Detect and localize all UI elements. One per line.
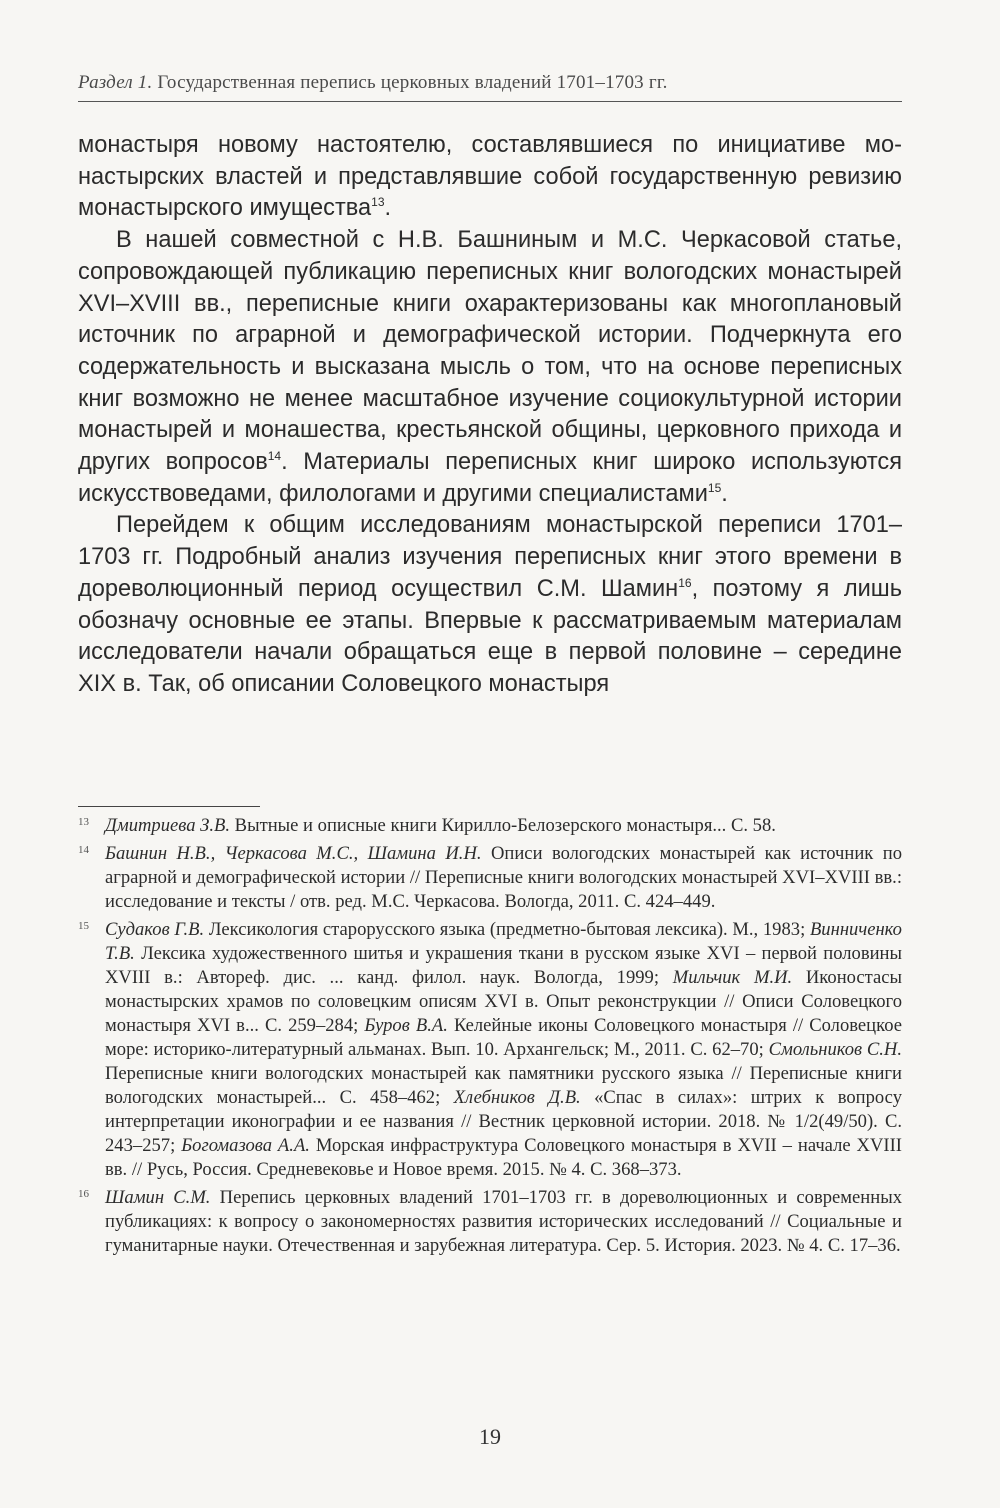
footnote-14	[78, 842, 902, 914]
footnote-text: Переписные книги вологодских монастырей как памятники русского языка // Переписные книги вологодских монастырей... С. 458–462;	[105, 1063, 902, 1108]
footnote-author: Винниченко Т.В.	[105, 919, 902, 964]
footnote-author: Смольников С.Н.	[768, 1039, 902, 1060]
footnote-text: Морская инфраструктура Соловецкого монастыря в XVII – начале XVIII вв. // Русь, Россия. Средневековье и Новое время. 2015. № 4. С. 368–373.	[105, 1135, 902, 1180]
running-head	[78, 72, 902, 94]
paragraph-3	[78, 510, 902, 700]
page-number: 19	[479, 1424, 501, 1449]
footnote-author: Шамин С.М.	[105, 1187, 211, 1208]
footnote-ref-13[interactable]: 13	[371, 195, 385, 210]
footnotes	[78, 814, 902, 1262]
paragraph-2-tail: .	[721, 480, 728, 507]
footnote-text: Лексика художественного шитья и украшения ткани в русском языке XVI – первой половины XVIII в.: Автореф. дис. ... канд. филол. наук. Вологда, 1999;	[105, 943, 902, 988]
section-label: Раздел 1.	[78, 72, 153, 93]
paragraph-2-text-b: . Материалы переписных книг широко используются искусствоведами, филологами и другими специалистами	[78, 449, 903, 507]
book-page	[78, 0, 902, 1508]
footnote-ref-14[interactable]: 14	[267, 449, 282, 464]
paragraph-2-text-a: В нашей совместной с Н.В. Башниным и М.С. Черкасовой статье, сопровождающей публикацию переписных книг вологодских монастырей XVI–XVIII вв., переписные книги охарактеризованы как многоплановый источник по аграрной и демографической истории. Подчеркнута его содержательность и высказана мысль о том, что на основе переписных книг возможно не менее масштабное изучение социокультурной истории монастырей и монашества, крестьянской общины, церковного прихода и других вопросов	[78, 227, 902, 476]
running-head-title: Государственная перепись церковных владений 1701–1703 гг.	[157, 72, 668, 93]
footnote-number: 15	[78, 920, 89, 932]
footnote-author: Дмитриева З.В.	[105, 815, 231, 836]
footnote-text: Вытные и описные книги Кирилло-Белозерского монастыря... С. 58.	[230, 815, 776, 836]
paragraph-3-text-b: , поэтому я лишь обозначу основные ее этапы. Впервые к рассматриваемым материалам исследователи начали обращаться еще в первой половине – середине XIX в. Так, об описании Соловецкого монастыря	[78, 575, 903, 697]
footnote-13	[78, 814, 902, 838]
footnote-author: Мильчик М.И.	[672, 967, 793, 988]
header-rule	[78, 101, 902, 102]
footnote-author: Богомазова А.А.	[181, 1135, 310, 1156]
paragraph-2	[78, 225, 902, 510]
footnote-author: Башнин Н.В., Черкасова М.С., Шамина И.Н.	[105, 843, 482, 864]
footnote-15	[78, 918, 902, 1182]
footnote-number: 13	[78, 816, 89, 828]
footnote-author: Хлебников Д.В.	[453, 1087, 581, 1108]
footnote-author: Буров В.А.	[364, 1015, 448, 1036]
footnote-text: Келейные иконы Соловецкого монастыря // Соловецкое море: историко-литературный альманах. Вып. 10. Архангельск; М., 2011. С. 62–70;	[105, 1015, 902, 1060]
footnote-text: «Спас в силах»: штрих к вопросу интерпретации иконографии и ее названия // Вестник церковной истории. 2018. № 1/2(49/50). С. 243–257;	[105, 1087, 902, 1156]
footnote-rule	[78, 806, 260, 807]
footnote-16	[78, 1186, 902, 1258]
footnote-ref-16[interactable]: 16	[678, 575, 692, 590]
main-text	[78, 130, 902, 701]
footnote-text: Лексикология старорусского языка (предметно-бытовая лексика). М., 1983;	[204, 919, 810, 940]
footnote-number: 16	[78, 1188, 89, 1200]
footnote-text: Описи вологодских монастырей как источник по аграрной и демографической истории // Переписные книги вологодских монастырей XVI–XVIII вв.: исследование и тексты / отв. ред. М.С. Черкасова. Вологда, 2011. С. 424–449.	[105, 843, 902, 912]
footnote-text: Иконостасы монастырских храмов по соловецким описям XVI в. Опыт реконструкции // Описи Соловецкого монастыря XVI в... С. 259–284;	[105, 967, 903, 1036]
paragraph-1-tail: .	[384, 195, 392, 222]
footnote-text: Перепись церковных владений 1701–1703 гг. в дореволюционных и современных публикациях: к вопросу о закономерностях развития исторических исследований // Социальные и гуманитарные науки. Отечественная и зарубежная литература. Сер. 5. История. 2023. № 4. С. 17–36.	[105, 1187, 902, 1256]
paragraph-1-text: монастыря новому настоятелю, составлявшиеся по инициативе монастырских властей и представлявшие собой государственную ревизию монастырского имущества	[78, 132, 902, 222]
paragraph-1	[78, 130, 902, 225]
footnote-number: 14	[78, 844, 89, 856]
footnote-author: Судаков Г.В.	[105, 919, 205, 940]
footnote-ref-15[interactable]: 15	[707, 480, 722, 495]
paragraph-3-text-a: Перейдем к общим исследованиям монастырской переписи 1701–1703 гг. Подробный анализ изучения переписных книг этого времени в дореволюционный период осуществил С.М. Шамин	[78, 512, 902, 602]
